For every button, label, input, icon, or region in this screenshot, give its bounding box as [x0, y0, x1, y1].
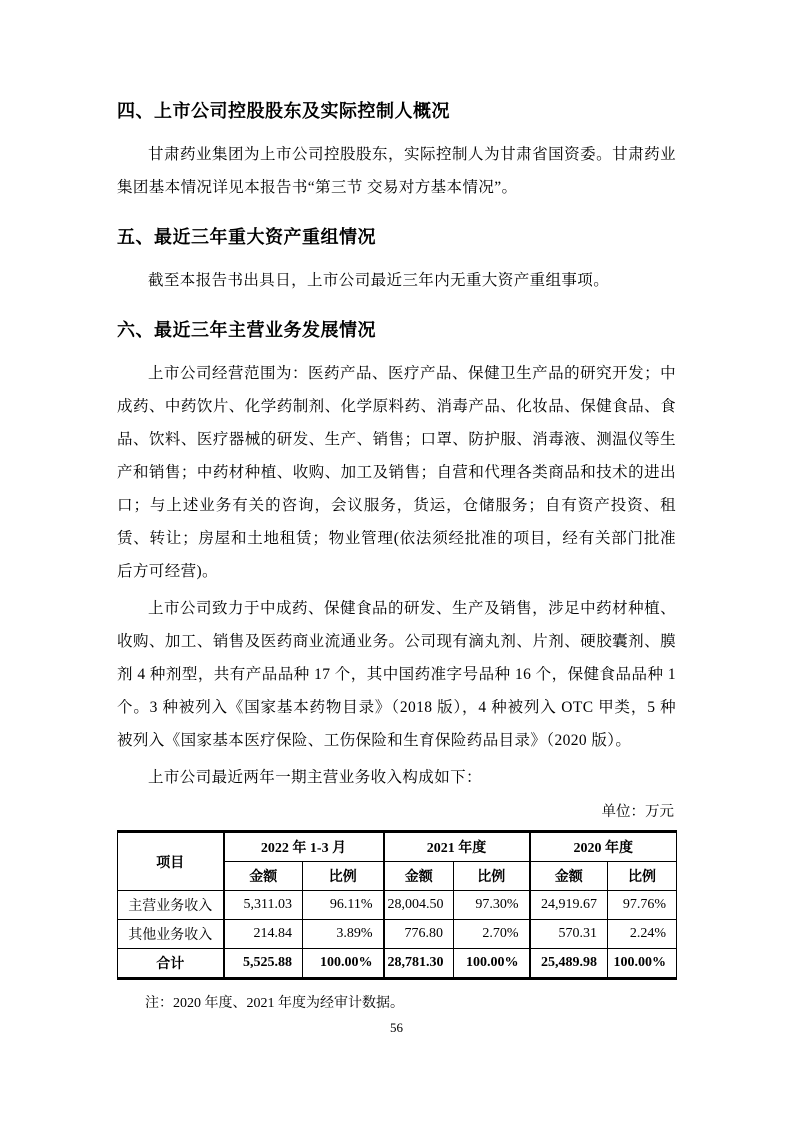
table-header-period-2020: 2020 年度	[530, 832, 677, 862]
row-label: 主营业务收入	[118, 891, 224, 920]
row-label: 其他业务收入	[118, 920, 224, 949]
cell-value: 3.89%	[303, 920, 384, 949]
cell-value: 570.31	[530, 920, 608, 949]
table-row-main-revenue	[118, 891, 677, 920]
table-footnote: 注：2020 年度、2021 年度为经审计数据。	[145, 996, 404, 1011]
cell-value: 214.84	[224, 920, 303, 949]
cell-value: 96.11%	[303, 891, 384, 920]
revenue-intro-paragraph: 上市公司最近两年一期主营业务收入构成如下：	[148, 769, 482, 786]
table-subheader-amount: 金额	[530, 862, 608, 891]
cell-value: 100.00%	[454, 949, 530, 979]
row-label: 合计	[118, 949, 224, 979]
table-unit-label: 单位：万元	[601, 804, 674, 820]
business-scope-paragraph: 上市公司经营范围为：医药产品、医疗产品、保健卫生产品的研究开发；中成药、中药饮片、化学药制剂、化学原料药、消毒产品、化妆品、保健食品、食品、饮料、医疗器械的研发、生产、销售；口罩、防护服、消毒液、测温仪等生产和销售；中药材种植、收购、加工及销售；自营和代理各类商品和技术的进出口；与上述业务有关的咨询，会议服务，货运，仓储服务；自有资产投资、租赁、转让；房屋和土地租赁；物业管理(依法须经批准的项目，经有关部门批准后方可经营)。	[117, 365, 676, 580]
table-header-item: 项目	[118, 832, 224, 891]
table-header-period-2022: 2022 年 1-3 月	[224, 832, 384, 862]
page-content	[117, 0, 676, 1016]
table-header-row-periods	[118, 832, 677, 862]
cell-value: 2.24%	[608, 920, 677, 949]
cell-value: 2.70%	[454, 920, 530, 949]
cell-value: 28,004.50	[384, 891, 454, 920]
revenue-composition-table	[117, 830, 677, 980]
table-subheader-amount: 金额	[384, 862, 454, 891]
cell-value: 100.00%	[303, 949, 384, 979]
page-number: 56	[390, 1020, 403, 1035]
table-header-period-2021: 2021 年度	[384, 832, 530, 862]
table-row-other-revenue	[118, 920, 677, 949]
cell-value: 97.76%	[608, 891, 677, 920]
cell-value: 100.00%	[608, 949, 677, 979]
section-heading-6: 六、最近三年主营业务发展情况	[117, 320, 376, 340]
table-row-total	[118, 949, 677, 979]
cell-value: 5,525.88	[224, 949, 303, 979]
cell-value: 776.80	[384, 920, 454, 949]
cell-value: 24,919.67	[530, 891, 608, 920]
section-5-paragraph: 截至本报告书出具日，上市公司最近三年内无重大资产重组事项。	[148, 272, 610, 289]
cell-value: 25,489.98	[530, 949, 608, 979]
cell-value: 97.30%	[454, 891, 530, 920]
table-subheader-amount: 金额	[224, 862, 303, 891]
table-subheader-ratio: 比例	[454, 862, 530, 891]
cell-value: 28,781.30	[384, 949, 454, 979]
section-heading-5: 五、最近三年重大资产重组情况	[117, 227, 376, 247]
cell-value: 5,311.03	[224, 891, 303, 920]
section-heading-4: 四、上市公司控股股东及实际控制人概况	[117, 101, 450, 121]
section-4-paragraph: 甘肃药业集团为上市公司控股股东，实际控制人为甘肃省国资委。甘肃药业集团基本情况详见本报告书“第三节 交易对方基本情况”。	[117, 146, 676, 196]
products-paragraph: 上市公司致力于中成药、保健食品的研发、生产及销售，涉足中药材种植、收购、加工、销售及医药商业流通业务。公司现有滴丸剂、片剂、硬胶囊剂、膜剂 4 种剂型，共有产品品种 17 个，其中国药准字号品种 16 个，保健食品品种 1 个。3 种被列入《国家基本药物目录》（2018 版），4 种被列入 OTC 甲类，5 种被列入《国家基本医疗保险、工伤保险和生育保险药品目录》（2020 版）。	[117, 600, 676, 749]
table-subheader-ratio: 比例	[608, 862, 677, 891]
table-subheader-ratio: 比例	[303, 862, 384, 891]
